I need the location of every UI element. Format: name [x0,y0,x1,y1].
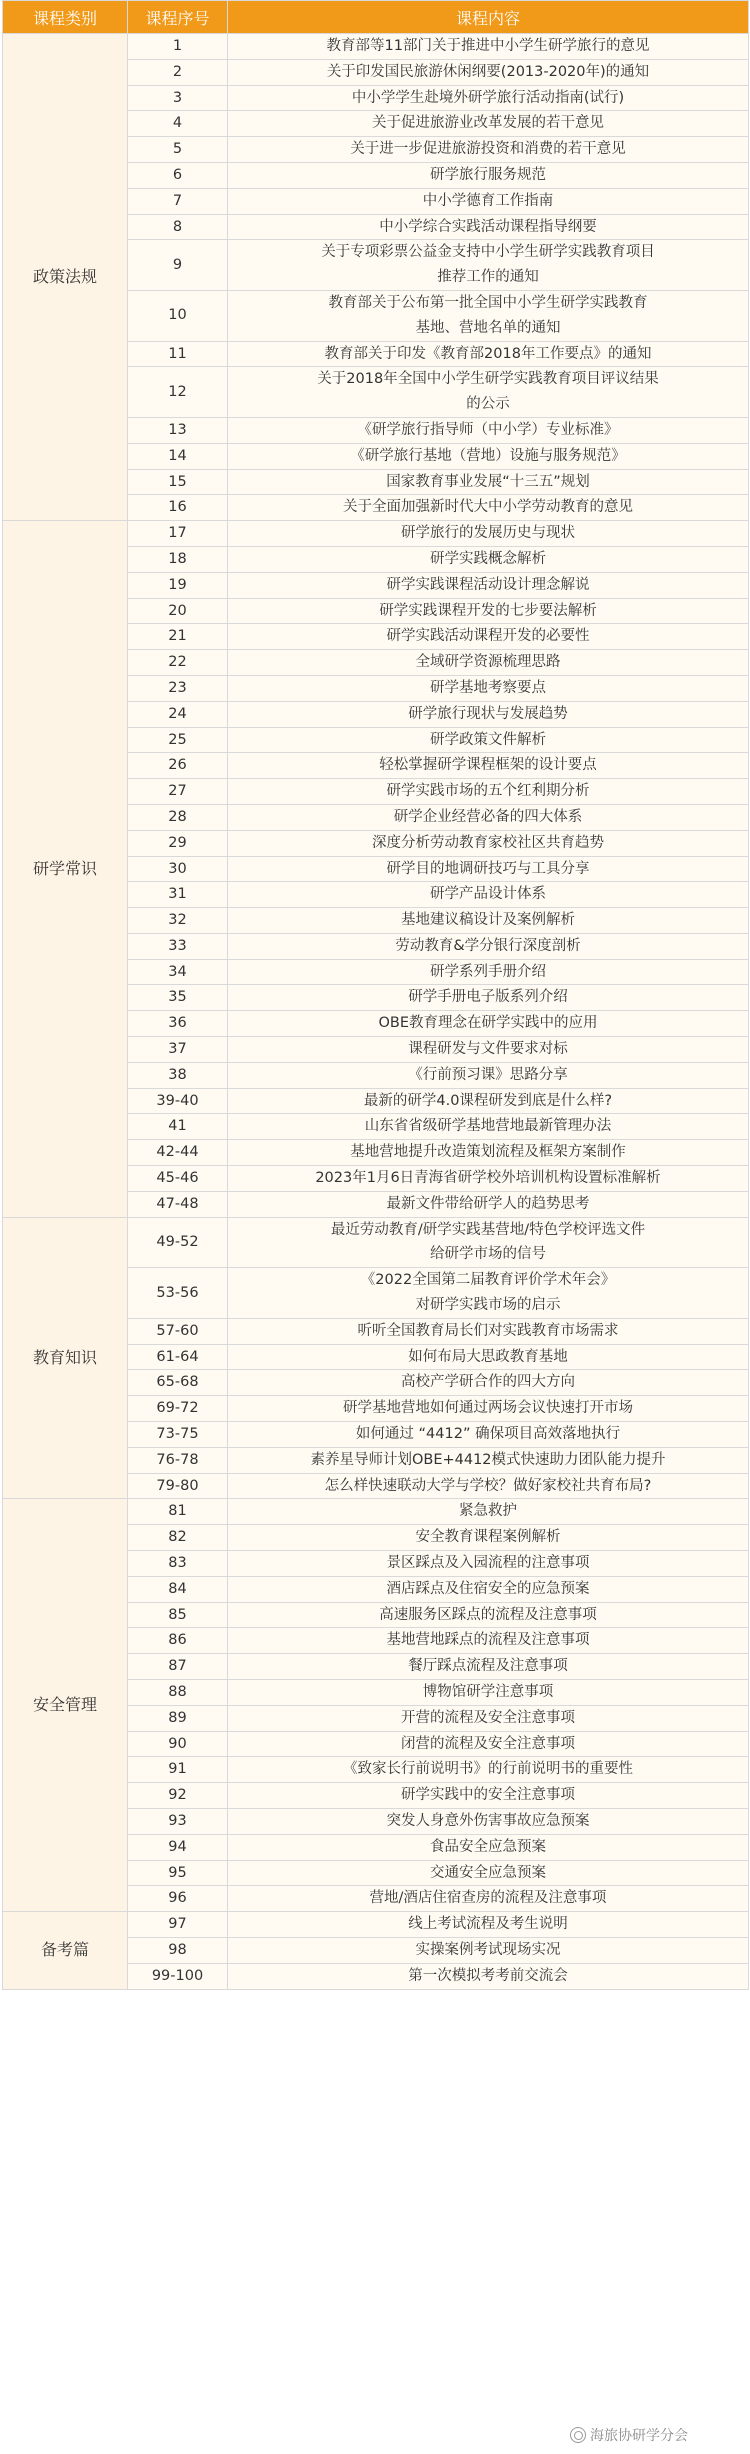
header-content: 课程内容 [228,1,749,34]
course-title-cell: 最新的研学4.0课程研发到底是什么样? [228,1088,749,1114]
course-title-cell: 研学实践课程开发的七步要法解析 [228,598,749,624]
course-title-cell: 关于全面加强新时代大中小学劳动教育的意见 [228,495,749,521]
course-number-cell: 39-40 [128,1088,228,1114]
course-title-cell: 第一次模拟考考前交流会 [228,1963,749,1989]
course-title-line: 《2022全国第二届教育评价学术年会》 [360,1272,616,1289]
course-title-cell: 中小学学生赴境外研学旅行活动指南(试行) [228,85,749,111]
course-number-cell: 57-60 [128,1318,228,1344]
course-title-cell [228,1268,749,1319]
course-number-cell: 11 [128,341,228,367]
course-title-line: 的公示 [466,396,510,413]
course-number-cell: 19 [128,572,228,598]
course-title-cell: 研学手册电子版系列介绍 [228,985,749,1011]
course-title-line: 推荐工作的通知 [437,269,539,286]
course-title-cell: 研学政策文件解析 [228,727,749,753]
course-number-cell: 7 [128,188,228,214]
course-title-cell: 研学实践中的安全注意事项 [228,1783,749,1809]
course-number-cell: 34 [128,959,228,985]
course-title-cell: 研学实践市场的五个红利期分析 [228,779,749,805]
course-title-cell: 基地营地踩点的流程及注意事项 [228,1628,749,1654]
course-number-cell: 1 [128,34,228,60]
table-row [3,1499,749,1525]
course-title-cell: 国家教育事业发展“十三五”规划 [228,469,749,495]
course-number-cell: 93 [128,1808,228,1834]
course-title-cell: 紧急救护 [228,1499,749,1525]
category-cell: 安全管理 [3,1499,128,1912]
course-title-cell: 如何布局大思政教育基地 [228,1344,749,1370]
course-title-cell: 《研学旅行基地（营地）设施与服务规范》 [228,443,749,469]
course-number-cell: 87 [128,1654,228,1680]
course-number-cell: 4 [128,111,228,137]
course-title-cell: 轻松掌握研学课程框架的设计要点 [228,753,749,779]
course-title-line: 关于2018年全国中小学生研学实践教育项目评议结果 [317,371,659,388]
course-number-cell: 90 [128,1731,228,1757]
course-title-line: 基地、营地名单的通知 [415,319,561,336]
course-title-cell: 酒店踩点及住宿安全的应急预案 [228,1576,749,1602]
header-number: 课程序号 [128,1,228,34]
table-row [3,1217,749,1268]
course-number-cell: 83 [128,1551,228,1577]
course-title-cell: 基地营地提升改造策划流程及框架方案制作 [228,1140,749,1166]
course-title-cell [228,367,749,418]
course-title-cell: 线上考试流程及考生说明 [228,1912,749,1938]
course-title-cell: 关于促进旅游业改革发展的若干意见 [228,111,749,137]
course-number-cell: 47-48 [128,1191,228,1217]
course-number-cell: 96 [128,1886,228,1912]
course-title-cell: 劳动教育&学分银行深度剖析 [228,933,749,959]
course-number-cell: 27 [128,779,228,805]
course-number-cell: 91 [128,1757,228,1783]
course-title-cell: 基地建议稿设计及案例解析 [228,908,749,934]
course-number-cell: 61-64 [128,1344,228,1370]
course-table [2,0,749,1990]
category-cell: 教育知识 [3,1217,128,1499]
course-number-cell: 24 [128,701,228,727]
course-title-cell: 研学实践活动课程开发的必要性 [228,624,749,650]
table-row [3,521,749,547]
course-number-cell: 49-52 [128,1217,228,1268]
course-number-cell: 5 [128,137,228,163]
course-number-cell: 38 [128,1062,228,1088]
course-number-cell: 37 [128,1037,228,1063]
course-number-cell: 15 [128,469,228,495]
course-number-cell: 10 [128,290,228,341]
course-title-cell: 教育部等11部门关于推进中小学生研学旅行的意见 [228,34,749,60]
course-title-line: 教育部关于公布第一批全国中小学生研学实践教育 [328,294,648,311]
course-number-cell: 76-78 [128,1447,228,1473]
course-number-cell: 79-80 [128,1473,228,1499]
course-title-line: 给研学市场的信号 [430,1246,546,1263]
course-title-cell: 教育部关于印发《教育部2018年工作要点》的通知 [228,341,749,367]
course-title-line: 关于专项彩票公益金支持中小学生研学实践教育项目 [321,244,655,261]
course-number-cell: 73-75 [128,1422,228,1448]
course-title-cell: 食品安全应急预案 [228,1834,749,1860]
category-cell: 政策法规 [3,34,128,521]
course-number-cell: 16 [128,495,228,521]
course-number-cell: 29 [128,830,228,856]
course-title-cell: 闭营的流程及安全注意事项 [228,1731,749,1757]
course-title-cell: 研学企业经营必备的四大体系 [228,804,749,830]
course-number-cell: 13 [128,417,228,443]
course-title-line: 对研学实践市场的启示 [415,1297,561,1314]
header-category: 课程类别 [3,1,128,34]
category-cell: 备考篇 [3,1912,128,1989]
course-title-cell: 高校产学研合作的四大方向 [228,1370,749,1396]
course-title-cell: 研学旅行现状与发展趋势 [228,701,749,727]
course-title-cell: 实操案例考试现场实况 [228,1937,749,1963]
course-number-cell: 8 [128,214,228,240]
watermark-text: 海旅协研学分会 [590,2428,688,2444]
course-title-cell: 安全教育课程案例解析 [228,1525,749,1551]
course-number-cell: 17 [128,521,228,547]
course-number-cell: 18 [128,546,228,572]
course-title-cell: 餐厅踩点流程及注意事项 [228,1654,749,1680]
course-title-cell: 2023年1月6日青海省研学校外培训机构设置标准解析 [228,1166,749,1192]
course-number-cell: 45-46 [128,1166,228,1192]
course-title-cell: 中小学德育工作指南 [228,188,749,214]
course-title-cell: 素养星导师计划OBE+4412模式快速助力团队能力提升 [228,1447,749,1473]
course-title-cell: 高速服务区踩点的流程及注意事项 [228,1602,749,1628]
course-title-line: 最近劳动教育/研学实践基营地/特色学校评选文件 [330,1221,646,1238]
course-title-cell [228,240,749,291]
table-body [3,34,749,1990]
course-title-cell: 研学产品设计体系 [228,882,749,908]
course-number-cell: 82 [128,1525,228,1551]
course-number-cell: 33 [128,933,228,959]
course-title-cell: 关于印发国民旅游休闲纲要(2013-2020年)的通知 [228,59,749,85]
course-title-cell: 研学系列手册介绍 [228,959,749,985]
course-number-cell: 69-72 [128,1396,228,1422]
course-number-cell: 30 [128,856,228,882]
course-title-cell: 关于进一步促进旅游投资和消费的若干意见 [228,137,749,163]
course-number-cell: 81 [128,1499,228,1525]
course-title-cell: 研学目的地调研技巧与工具分享 [228,856,749,882]
course-title-cell: 研学实践课程活动设计理念解说 [228,572,749,598]
course-title-cell: 《行前预习课》思路分享 [228,1062,749,1088]
category-cell: 研学常识 [3,521,128,1218]
course-title-cell: 深度分析劳动教育家校社区共育趋势 [228,830,749,856]
course-number-cell: 32 [128,908,228,934]
watermark [570,2424,688,2446]
course-title-cell: 最新文件带给研学人的趋势思考 [228,1191,749,1217]
course-title-cell: 怎么样快速联动大学与学校？做好家校社共育布局? [228,1473,749,1499]
course-number-cell: 20 [128,598,228,624]
course-title-cell: 《研学旅行指导师（中小学）专业标准》 [228,417,749,443]
course-title-cell [228,290,749,341]
course-number-cell: 85 [128,1602,228,1628]
course-title-cell: 博物馆研学注意事项 [228,1680,749,1706]
course-number-cell: 89 [128,1705,228,1731]
course-number-cell: 12 [128,367,228,418]
course-number-cell: 6 [128,162,228,188]
course-number-cell: 88 [128,1680,228,1706]
course-title-cell: 研学旅行的发展历史与现状 [228,521,749,547]
course-number-cell: 31 [128,882,228,908]
course-title-cell: 开营的流程及安全注意事项 [228,1705,749,1731]
course-title-cell: 研学基地考察要点 [228,675,749,701]
course-number-cell: 53-56 [128,1268,228,1319]
course-number-cell: 99-100 [128,1963,228,1989]
course-title-cell: 中小学综合实践活动课程指导纲要 [228,214,749,240]
course-number-cell: 94 [128,1834,228,1860]
course-number-cell: 86 [128,1628,228,1654]
course-title-cell: 突发人身意外伤害事故应急预案 [228,1808,749,1834]
course-title-cell: 研学旅行服务规范 [228,162,749,188]
course-number-cell: 3 [128,85,228,111]
course-number-cell: 41 [128,1114,228,1140]
table-row [3,34,749,60]
course-title-cell: 听听全国教育局长们对实践教育市场需求 [228,1318,749,1344]
course-title-cell: 营地/酒店住宿查房的流程及注意事项 [228,1886,749,1912]
course-number-cell: 25 [128,727,228,753]
course-title-cell: 山东省省级研学基地营地最新管理办法 [228,1114,749,1140]
course-number-cell: 9 [128,240,228,291]
course-number-cell: 95 [128,1860,228,1886]
course-number-cell: 28 [128,804,228,830]
course-number-cell: 42-44 [128,1140,228,1166]
table-row [3,1912,749,1938]
course-number-cell: 14 [128,443,228,469]
course-title-cell: 《致家长行前说明书》的行前说明书的重要性 [228,1757,749,1783]
course-number-cell: 23 [128,675,228,701]
course-title-cell: 课程研发与文件要求对标 [228,1037,749,1063]
course-title-cell [228,1217,749,1268]
course-title-cell: 交通安全应急预案 [228,1860,749,1886]
course-number-cell: 21 [128,624,228,650]
course-title-cell: 全域研学资源梳理思路 [228,650,749,676]
course-number-cell: 35 [128,985,228,1011]
course-title-cell: 如何通过 “4412” 确保项目高效落地执行 [228,1422,749,1448]
wechat-channel-icon [570,2427,586,2443]
course-number-cell: 36 [128,1011,228,1037]
course-title-cell: 景区踩点及入园流程的注意事项 [228,1551,749,1577]
course-title-cell: 研学实践概念解析 [228,546,749,572]
course-number-cell: 65-68 [128,1370,228,1396]
course-title-cell: OBE教育理念在研学实践中的应用 [228,1011,749,1037]
course-title-cell: 研学基地营地如何通过两场会议快速打开市场 [228,1396,749,1422]
course-number-cell: 2 [128,59,228,85]
course-number-cell: 98 [128,1937,228,1963]
course-number-cell: 84 [128,1576,228,1602]
course-number-cell: 92 [128,1783,228,1809]
course-number-cell: 26 [128,753,228,779]
course-number-cell: 22 [128,650,228,676]
table-header-row [3,1,749,34]
course-number-cell: 97 [128,1912,228,1938]
